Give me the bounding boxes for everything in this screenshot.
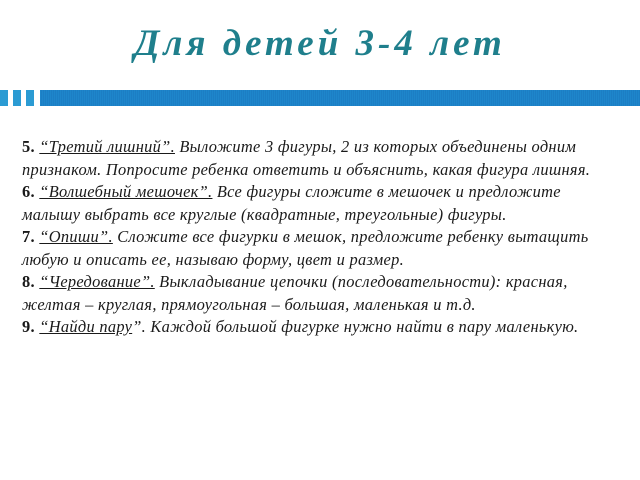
game-name: “Опиши”. xyxy=(39,227,113,246)
item-text: Выкладывание цепочки (последовательности): красная, желтая – круглая, прямоугольная – большая, маленькая и т.д. xyxy=(22,272,568,314)
list-item xyxy=(22,136,622,181)
game-name: “Третий лишний”. xyxy=(39,137,175,156)
divider-square-3 xyxy=(26,90,34,106)
game-name: “Чередование”. xyxy=(39,272,155,291)
game-name: “Найди пару xyxy=(39,317,133,336)
divider-bar xyxy=(40,90,640,106)
item-number: 5. xyxy=(22,137,35,156)
item-text: Выложите 3 фигуры, 2 из которых объединены одним признаком. Попросите ребенка ответить и объяснить, какая фигура лишняя. xyxy=(22,137,591,179)
game-name: “Волшебный мешочек”. xyxy=(39,182,213,201)
item-text: Сложите все фигурки в мешок, предложите ребенку вытащить любую и описать ее, называю форму, цвет и размер. xyxy=(22,227,589,269)
list-item xyxy=(22,316,622,339)
item-number: 8. xyxy=(22,272,35,291)
slide-title: Для детей 3-4 лет xyxy=(134,23,506,64)
list-item xyxy=(22,226,622,271)
item-number: 6. xyxy=(22,182,35,201)
item-text: ”. Каждой большой фигурке нужно найти в пару маленькую. xyxy=(132,317,579,336)
list-item xyxy=(22,181,622,226)
divider-square-2 xyxy=(13,90,21,106)
divider-square-1 xyxy=(0,90,8,106)
list-item xyxy=(22,271,622,316)
item-text: Все фигуры сложите в мешочек и предложите малышу выбрать все круглые (квадратные, треугольные) фигуры. xyxy=(22,182,561,224)
item-number: 7. xyxy=(22,227,35,246)
item-number: 9. xyxy=(22,317,35,336)
games-list xyxy=(22,136,622,339)
